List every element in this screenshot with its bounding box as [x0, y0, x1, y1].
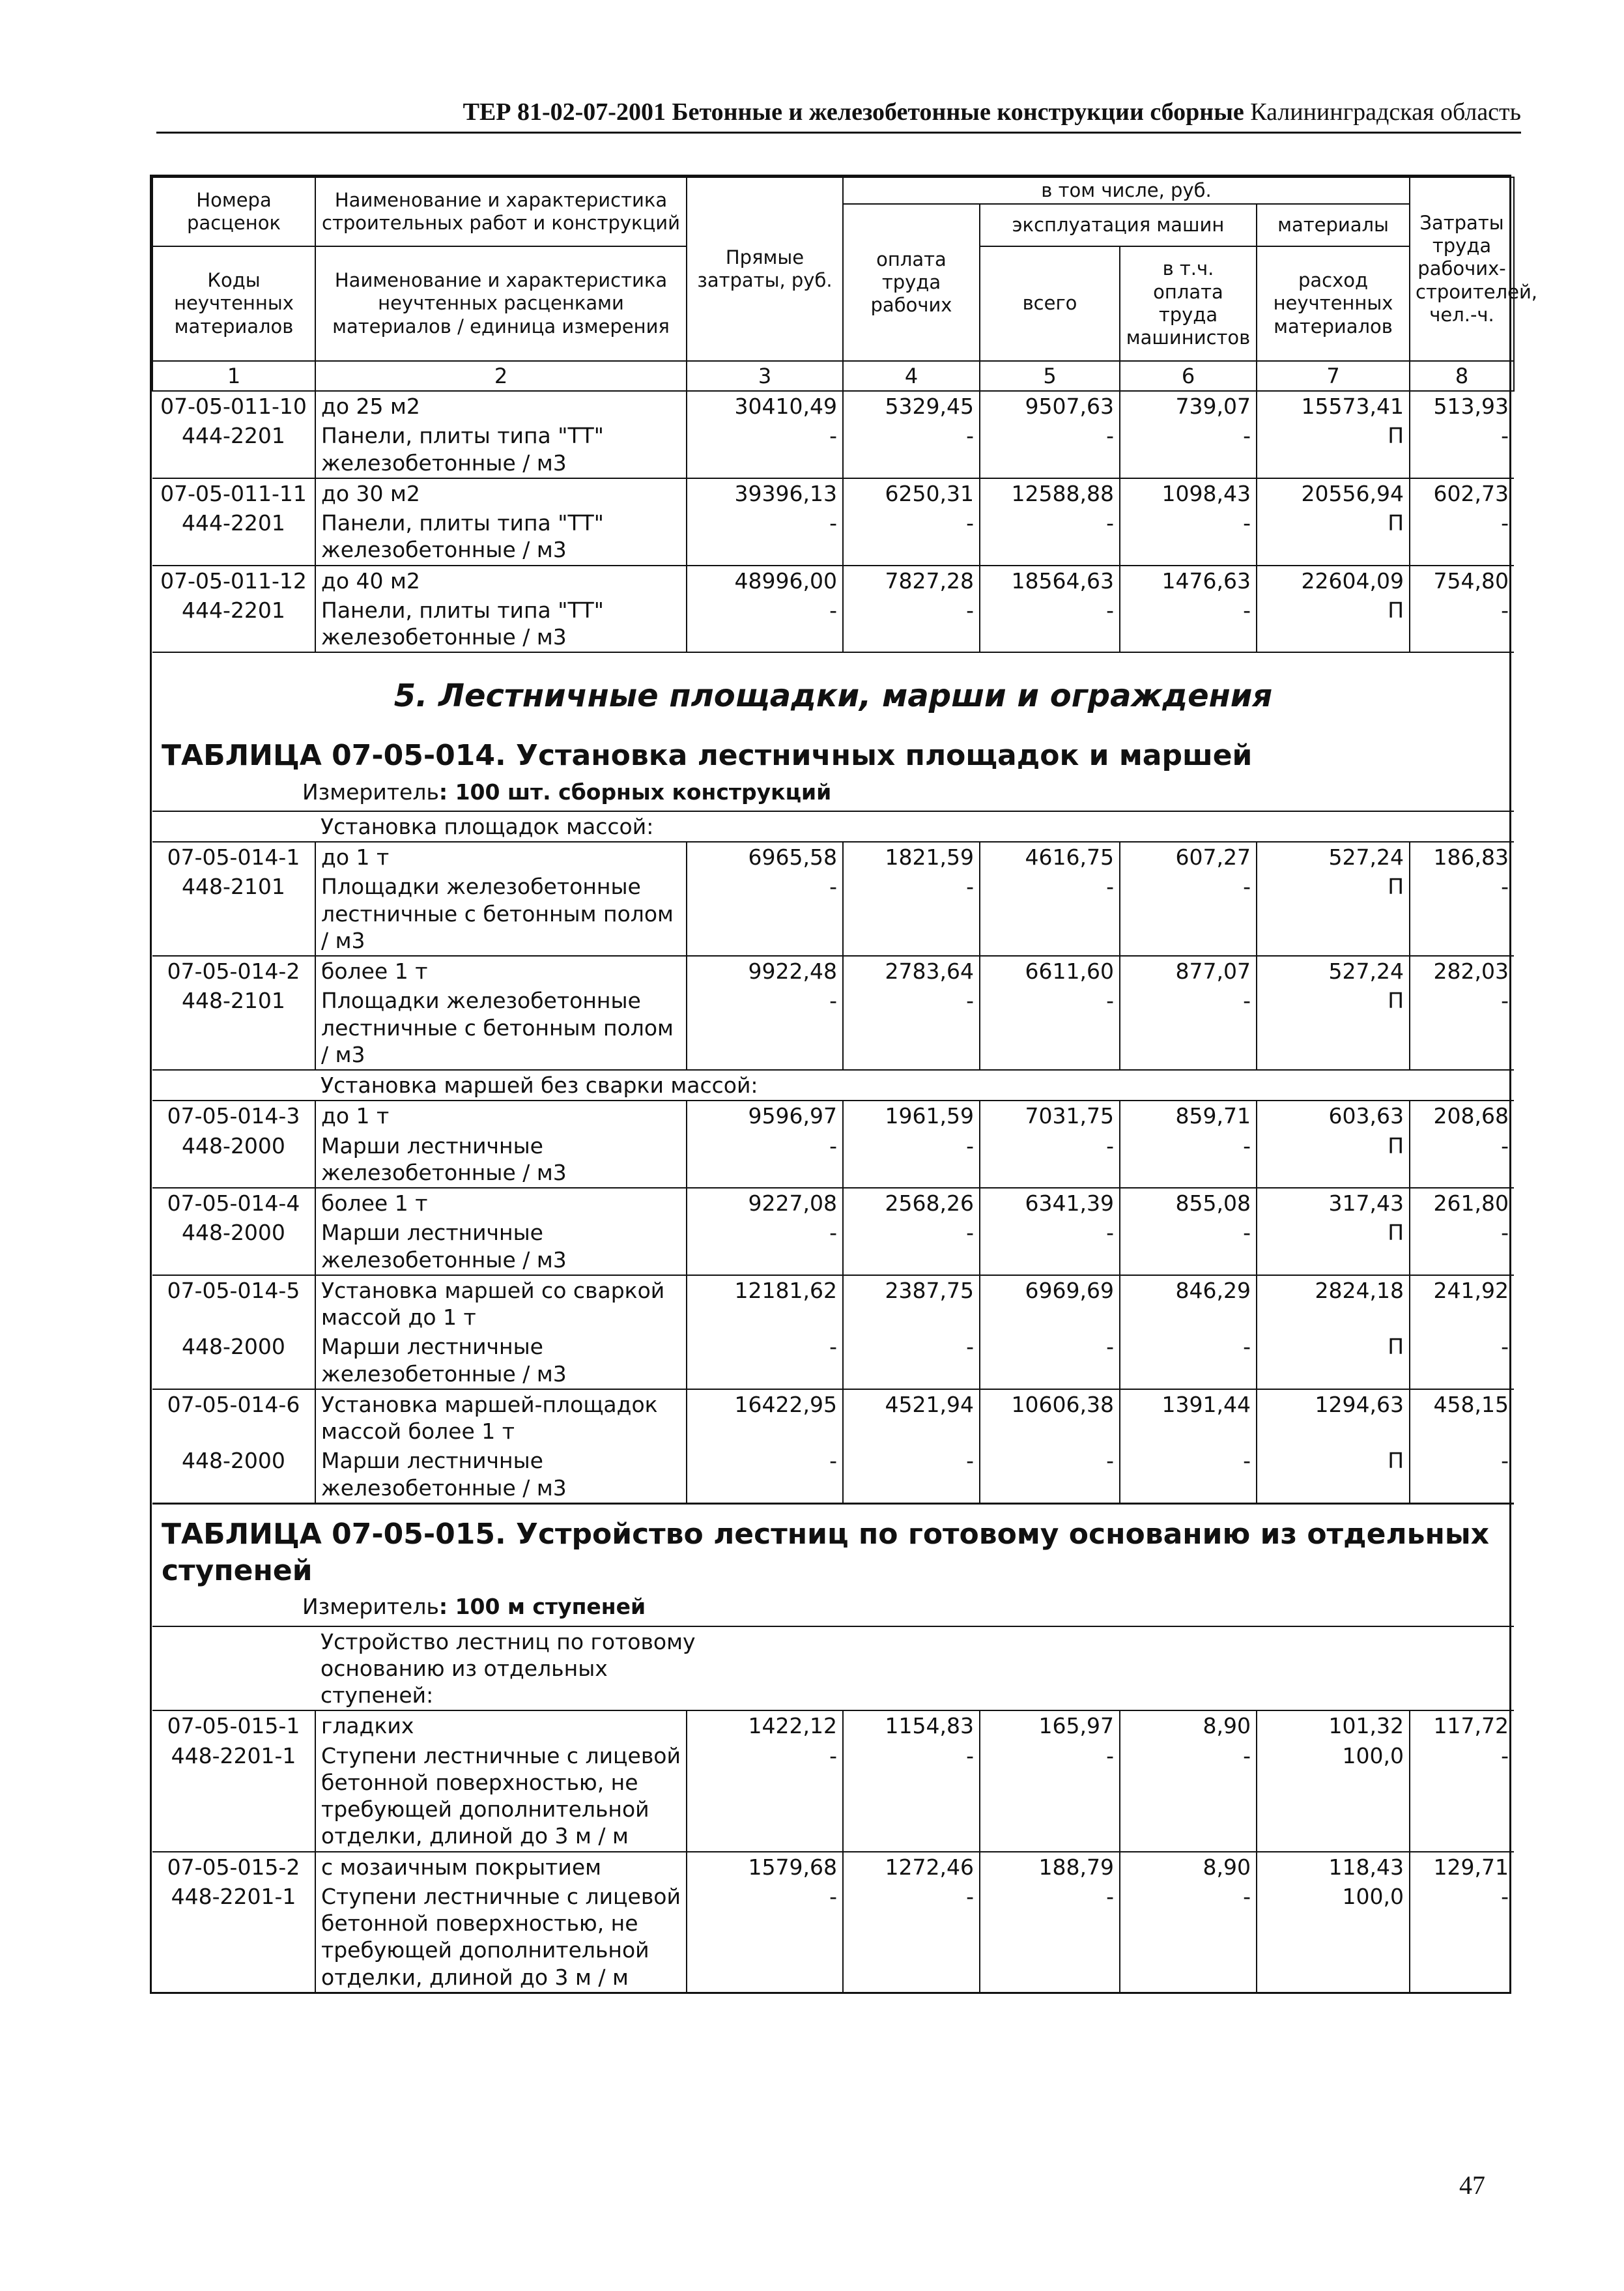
rate-value: 4616,75 [980, 842, 1120, 872]
material-value: - [1410, 872, 1514, 956]
material-code: 448-2000 [182, 1448, 285, 1474]
material-row [152, 1218, 1514, 1275]
rate-value: 6341,39 [980, 1188, 1120, 1218]
material-value: - [687, 1332, 843, 1389]
rate-value: 10606,38 [980, 1389, 1120, 1447]
rate-value: 846,29 [1120, 1275, 1257, 1333]
material-value: - [980, 1218, 1120, 1275]
rate-name: гладких [315, 1710, 687, 1740]
rate-row [152, 566, 1514, 596]
material-value: П [1257, 986, 1410, 1070]
material-row [152, 596, 1514, 653]
col-header-worker-pay: оплата труда рабочих [843, 204, 980, 361]
rate-value: 2568,26 [843, 1188, 980, 1218]
material-code: 448-2000 [182, 1132, 285, 1159]
material-value: - [843, 596, 980, 653]
rate-value: 4521,94 [843, 1389, 980, 1447]
rate-value: 9227,08 [687, 1188, 843, 1218]
rate-value: 117,72 [1410, 1710, 1514, 1740]
rate-value: 165,97 [980, 1710, 1120, 1740]
material-value: - [687, 872, 843, 956]
rate-name: до 1 т [315, 842, 687, 872]
rate-value: 2824,18 [1257, 1275, 1410, 1333]
rate-value: 1476,63 [1120, 566, 1257, 596]
material-value: - [843, 986, 980, 1070]
material-code: 448-2201-1 [171, 1883, 296, 1909]
material-code: 444-2201 [182, 423, 285, 449]
material-name: Ступени лестничные с лицевой бетонной поверхностью, не требующей дополнительной отделки, длиной до 3 м / м [315, 1882, 687, 1992]
material-value: - [1120, 508, 1257, 566]
rate-value: 1821,59 [843, 842, 980, 872]
material-value: П [1257, 872, 1410, 956]
material-value: - [1120, 1131, 1257, 1189]
rate-row [152, 956, 1514, 986]
material-value: - [687, 1446, 843, 1503]
rate-row [152, 842, 1514, 872]
table-015-title: ТАБЛИЦА 07-05-015. Устройство лестниц по готовому основанию из отдельных ступеней [162, 1517, 1490, 1588]
material-value: - [843, 1446, 980, 1503]
rates-sheet [150, 175, 1538, 1994]
material-value: П [1257, 508, 1410, 566]
material-value: - [843, 1131, 980, 1189]
material-row [152, 421, 1514, 478]
material-value: П [1257, 1131, 1410, 1189]
table-014-subhead2 [152, 1070, 1514, 1101]
col-header-material-codes: Коды неучтенных материалов [152, 246, 315, 361]
rate-code: 07-05-011-12 [152, 566, 315, 596]
rate-code: 07-05-015-2 [152, 1852, 315, 1882]
material-value: - [1120, 1882, 1257, 1992]
rate-value: 30410,49 [687, 391, 843, 421]
col-header-labor-hours: Затраты труда рабочих-строителей, чел.-ч. [1410, 177, 1514, 361]
col-header-materials: материалы [1257, 204, 1410, 246]
rate-value: 6611,60 [980, 956, 1120, 986]
rate-value: 118,43 [1257, 1852, 1410, 1882]
material-code: 448-2201-1 [171, 1742, 296, 1768]
material-name: Площадки железобетонные лестничные с бетонным полом / м3 [315, 872, 687, 956]
column-numbers-row [152, 361, 1514, 391]
rate-value: 261,80 [1410, 1188, 1514, 1218]
rate-code: 07-05-011-10 [152, 391, 315, 421]
col-number: 1 [152, 361, 315, 391]
rate-value: 9596,97 [687, 1101, 843, 1131]
rate-name: более 1 т [315, 1188, 687, 1218]
material-value: - [980, 1741, 1120, 1852]
material-value: - [1410, 1741, 1514, 1852]
rate-code: 07-05-011-11 [152, 478, 315, 508]
table-014-rows-b [152, 1101, 1514, 1503]
material-value: - [687, 1218, 843, 1275]
rate-value: 1294,63 [1257, 1389, 1410, 1447]
col-header-work-name: Наименование и характеристика строительных работ и конструкций [315, 177, 687, 246]
rate-value: 9507,63 [980, 391, 1120, 421]
material-value: - [1410, 421, 1514, 478]
rate-value: 6250,31 [843, 478, 980, 508]
rate-value: 15573,41 [1257, 391, 1410, 421]
col-header-in-total: в том числе, руб. [843, 177, 1410, 204]
rate-name: Установка маршей-площадок массой более 1 т [315, 1389, 687, 1447]
subhead-platforms: Установка площадок массой: [315, 811, 1514, 842]
document-code: ТЕР 81-02-07-2001 Бетонные и железобетонные конструкции сборные [463, 98, 1244, 126]
rate-value: 48996,00 [687, 566, 843, 596]
rate-row [152, 391, 1514, 421]
material-code: 448-2000 [182, 1334, 285, 1360]
col-header-rate-number: Номера расценок [152, 177, 315, 246]
rate-row [152, 1389, 1514, 1447]
material-value: П [1257, 1446, 1410, 1503]
material-value: - [843, 1332, 980, 1389]
rate-name: до 40 м2 [315, 566, 687, 596]
rate-name: до 1 т [315, 1101, 687, 1131]
rate-value: 8,90 [1120, 1852, 1257, 1882]
material-value: - [1120, 1218, 1257, 1275]
col-header-machines: эксплуатация машин [980, 204, 1257, 246]
material-value: - [1410, 1446, 1514, 1503]
rate-value: 458,15 [1410, 1389, 1514, 1447]
material-value: П [1257, 596, 1410, 653]
col-header-direct-costs: Прямые затраты, руб. [687, 177, 843, 361]
material-value: - [843, 1218, 980, 1275]
material-value: - [1120, 1446, 1257, 1503]
material-value: - [980, 986, 1120, 1070]
rate-value: 22604,09 [1257, 566, 1410, 596]
col-number: 4 [843, 361, 980, 391]
material-row [152, 508, 1514, 566]
rate-value: 6965,58 [687, 842, 843, 872]
material-value: - [1410, 1882, 1514, 1992]
rate-value: 1272,46 [843, 1852, 980, 1882]
material-value: - [1410, 508, 1514, 566]
col-number: 5 [980, 361, 1120, 391]
rate-code: 07-05-014-2 [152, 956, 315, 986]
rate-value: 129,71 [1410, 1852, 1514, 1882]
material-value: - [1120, 872, 1257, 956]
rate-row [152, 1275, 1514, 1333]
rate-value: 7827,28 [843, 566, 980, 596]
rate-code: 07-05-014-6 [152, 1389, 315, 1447]
rate-value: 527,24 [1257, 842, 1410, 872]
col-number: 8 [1410, 361, 1514, 391]
table-014-meter [152, 779, 1514, 811]
rate-code: 07-05-014-3 [152, 1101, 315, 1131]
table-015-block [152, 1503, 1514, 1710]
table-015-rows [152, 1710, 1514, 1992]
rate-value: 6969,69 [980, 1275, 1120, 1333]
material-value: - [687, 1882, 843, 1992]
material-value: - [1410, 986, 1514, 1070]
rate-value: 603,63 [1257, 1101, 1410, 1131]
rate-name: Установка маршей со сваркой массой до 1 т [315, 1275, 687, 1333]
page-number: 47 [1459, 2170, 1485, 2200]
col-header-machines-total: всего [980, 246, 1120, 361]
material-value: - [980, 1446, 1120, 1503]
region-name: Калининградская область [1250, 98, 1521, 126]
rate-value: 1579,68 [687, 1852, 843, 1882]
material-value: - [1120, 1332, 1257, 1389]
material-value: - [687, 421, 843, 478]
rate-value: 9922,48 [687, 956, 843, 986]
rate-value: 12588,88 [980, 478, 1120, 508]
rate-value: 16422,95 [687, 1389, 843, 1447]
rate-value: 101,32 [1257, 1710, 1410, 1740]
material-value: - [1120, 1741, 1257, 1852]
rate-value: 8,90 [1120, 1710, 1257, 1740]
material-value: - [843, 421, 980, 478]
page-header [156, 98, 1521, 134]
material-name: Панели, плиты типа "ТТ" железобетонные / м3 [315, 596, 687, 653]
rate-value: 527,24 [1257, 956, 1410, 986]
material-value: - [1410, 1131, 1514, 1189]
rate-code: 07-05-014-5 [152, 1275, 315, 1333]
material-value: - [980, 1882, 1120, 1992]
material-row [152, 1882, 1514, 1992]
rate-row [152, 478, 1514, 508]
material-value: П [1257, 1332, 1410, 1389]
material-value: - [843, 1882, 980, 1992]
rate-value: 12181,62 [687, 1275, 843, 1333]
material-name: Марши лестничные железобетонные / м3 [315, 1218, 687, 1275]
rate-value: 186,83 [1410, 842, 1514, 872]
rate-value: 1154,83 [843, 1710, 980, 1740]
material-code: 448-2000 [182, 1220, 285, 1246]
material-value: - [687, 986, 843, 1070]
material-value: - [687, 1131, 843, 1189]
material-row [152, 986, 1514, 1070]
group-rows [152, 391, 1514, 652]
material-value: - [1120, 421, 1257, 478]
material-value: П [1257, 421, 1410, 478]
section-title: 5. Лестничные площадки, марши и ограждения [393, 678, 1273, 715]
material-name: Площадки железобетонные лестничные с бетонным полом / м3 [315, 986, 687, 1070]
rate-value: 1098,43 [1120, 478, 1257, 508]
col-header-material-use: расход неучтенных материалов [1257, 246, 1410, 361]
material-value: - [687, 596, 843, 653]
rate-value: 859,71 [1120, 1101, 1257, 1131]
rate-value: 877,07 [1120, 956, 1257, 986]
rates-table [152, 177, 1538, 1992]
rate-value: 208,68 [1410, 1101, 1514, 1131]
rate-value: 7031,75 [980, 1101, 1120, 1131]
material-value: - [843, 1741, 980, 1852]
material-value: - [1410, 596, 1514, 653]
material-name: Панели, плиты типа "ТТ" железобетонные / м3 [315, 421, 687, 478]
table-014-rows-a [152, 842, 1514, 1070]
material-code: 444-2201 [182, 510, 285, 536]
meter-label: Измеритель [302, 779, 439, 805]
material-value: - [980, 508, 1120, 566]
material-name: Ступени лестничные с лицевой бетонной поверхностью, не требующей дополнительной отделки, длиной до 3 м / м [315, 1741, 687, 1852]
rate-row [152, 1101, 1514, 1131]
section5-block [152, 652, 1514, 842]
rate-value: 1391,44 [1120, 1389, 1257, 1447]
rate-value: 513,93 [1410, 391, 1514, 421]
material-value: - [980, 421, 1120, 478]
col-header-operator-pay: в т.ч. оплата труда машинистов [1120, 246, 1257, 361]
material-row [152, 1332, 1514, 1389]
table-014-title: ТАБЛИЦА 07-05-014. Установка лестничных площадок и маршей [162, 739, 1253, 773]
col-header-material-name: Наименование и характеристика неучтенных расценками материалов / единица измерения [315, 246, 687, 361]
material-row [152, 872, 1514, 956]
subhead-flights: Установка маршей без сварки массой: [315, 1070, 843, 1101]
material-value: - [843, 508, 980, 566]
table-015-meter [152, 1593, 1514, 1625]
rate-value: 607,27 [1120, 842, 1257, 872]
material-code: 448-2101 [182, 874, 285, 900]
rate-value: 20556,94 [1257, 478, 1410, 508]
col-number: 6 [1120, 361, 1257, 391]
subhead-stairs: Устройство лестниц по готовому основанию из отдельных ступеней: [315, 1626, 1514, 1711]
rate-name: с мозаичным покрытием [315, 1852, 687, 1882]
material-value: - [980, 596, 1120, 653]
table-header [152, 177, 1538, 391]
rate-value: 602,73 [1410, 478, 1514, 508]
material-value: - [1410, 1218, 1514, 1275]
rate-value: 39396,13 [687, 478, 843, 508]
material-value: - [1120, 986, 1257, 1070]
rate-value: 739,07 [1120, 391, 1257, 421]
material-value: - [687, 1741, 843, 1852]
rate-name: более 1 т [315, 956, 687, 986]
col-number: 7 [1257, 361, 1410, 391]
meter-label: Измеритель [302, 1594, 439, 1620]
material-name: Панели, плиты типа "ТТ" железобетонные / м3 [315, 508, 687, 566]
material-value: П [1257, 1218, 1410, 1275]
rate-code: 07-05-015-1 [152, 1710, 315, 1740]
material-value: - [1410, 1332, 1514, 1389]
rate-value: 317,43 [1257, 1188, 1410, 1218]
rate-value: 5329,45 [843, 391, 980, 421]
rate-code: 07-05-014-1 [152, 842, 315, 872]
material-value: - [980, 1131, 1120, 1189]
rate-value: 188,79 [980, 1852, 1120, 1882]
material-code: 448-2101 [182, 988, 285, 1014]
material-name: Марши лестничные железобетонные / м3 [315, 1131, 687, 1189]
rate-row [152, 1710, 1514, 1740]
material-value: - [1120, 596, 1257, 653]
material-code: 444-2201 [182, 597, 285, 623]
col-number: 2 [315, 361, 687, 391]
rate-name: до 25 м2 [315, 391, 687, 421]
rate-value: 2387,75 [843, 1275, 980, 1333]
material-value: - [687, 508, 843, 566]
material-value: 100,0 [1257, 1882, 1410, 1992]
material-row [152, 1131, 1514, 1189]
rate-value: 18564,63 [980, 566, 1120, 596]
material-value: - [980, 872, 1120, 956]
rate-value: 241,92 [1410, 1275, 1514, 1333]
rate-row [152, 1852, 1514, 1882]
material-row [152, 1446, 1514, 1503]
material-row [152, 1741, 1514, 1852]
rate-code: 07-05-014-4 [152, 1188, 315, 1218]
material-name: Марши лестничные железобетонные / м3 [315, 1446, 687, 1503]
rate-value: 1961,59 [843, 1101, 980, 1131]
rate-row [152, 1188, 1514, 1218]
col-number: 3 [687, 361, 843, 391]
material-value: 100,0 [1257, 1741, 1410, 1852]
material-value: - [980, 1332, 1120, 1389]
rate-name: до 30 м2 [315, 478, 687, 508]
rate-value: 282,03 [1410, 956, 1514, 986]
rate-value: 2783,64 [843, 956, 980, 986]
rate-value: 754,80 [1410, 566, 1514, 596]
rate-value: 1422,12 [687, 1710, 843, 1740]
rate-value: 855,08 [1120, 1188, 1257, 1218]
material-value: - [843, 872, 980, 956]
meter-value: : 100 шт. сборных конструкций [438, 779, 832, 805]
material-name: Марши лестничные железобетонные / м3 [315, 1332, 687, 1389]
meter-value: : 100 м ступеней [438, 1594, 646, 1620]
